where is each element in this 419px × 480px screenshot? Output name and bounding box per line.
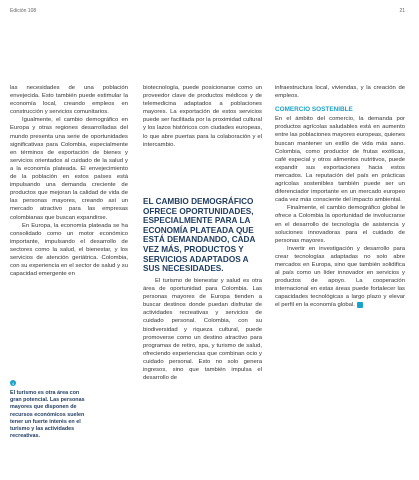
paragraph: Finalmente, el cambio demográfico global le ofrece a Colombia la oportunidad de involucrarse en el desarrollo de tecnología de asistencia y soluciones innovadoras para el cuidado de personas mayores. (275, 205, 405, 244)
column-3 (275, 84, 405, 310)
paragraph (275, 245, 405, 310)
photo-caption (10, 380, 90, 440)
paragraph: En el ámbito del comercio, la demanda por productos agrícolas saludables está en aumento entre las poblaciones mayores europeas, quienes buscan mantener un estilo de vida más sano. Colombia, como productor de frutas exóticas, café especial y otros alimentos nutritivos, puede expandir sus exportaciones hacia estos mercados. La reputación del país en prácticas agrícolas sostenibles también puede ser un diferenciador importante en un mercado europeo cada vez más consciente del impacto ambiental. (275, 116, 406, 204)
paragraph: El turismo de bienestar y salud es otra área de oportunidad para Colombia. Las personas mayores de Europa tienden a buscar destinos donde puedan disfrutar de actividades recreativas y servicios de cuidado personal. Colombia, con su biodiversidad y riqueza cultural, puede promoverse como un destino atractivo para programas de retiro, spa, y turismo de salud, ofreciendo experiencias que combinan ocio y cuidado personal. Esto no solo genera ingresos, sino que también impulsa el desarrollo de (143, 278, 262, 382)
paragraph: Igualmente, el cambio demográfico en Europa y otras regiones desarrolladas del mundo presenta una serie de oportunidades significativas para Colombia, especialmente en términos de exportación de bienes y servicios orientados al cuidado de la salud y a la economía plateada. El envejecimiento de la población en estos países está impulsando una demanda creciente de productos que mejoran la calidad de vida de las personas mayores, creando así un mercado atractivo para las empresas colombianas que buscan expandirse. (10, 117, 128, 221)
paragraph: biotecnología, puede posicionarse como un proveedor clave de productos médicos y de telemedicina adaptados a poblaciones mayores. La exportación de estos servicios puede ser facilitada por la proximidad cultural y los lazos históricos con ciudades europeas, lo que abre puertas para la colaboración y el intercambio. (143, 85, 262, 148)
column-2-lower (143, 277, 262, 382)
column-2 (143, 84, 262, 149)
caption-text: El turismo es otra área con gran potencial. Las personas mayores que disponen de recursos económicos suelen tener un fuerte interés en el turismo y las actividades recreativas. (10, 390, 85, 440)
edition-label: Edición 108 (10, 8, 37, 14)
paragraph: las necesidades de una población envejecida. Esto también puede estimular la economía local, creando empleos en construcción y servicios comunitarios. (10, 85, 128, 116)
paragraph-text: Invertir en investigación y desarrollo para crear tecnologías adaptadas no solo abre mercados en Europa, sino que también solidifica al país como un líder innovador en servicios y productos de apoyo. La cooperación internacional en estas áreas puede fortalecer las capacidades tecnológicas a largo plazo y elevar el perfil en la economía global. (275, 245, 405, 309)
caption-marker: 4 (11, 380, 15, 386)
paragraph: En Europa, la economía plateada se ha consolidado como un motor económico importante, impulsando el desarrollo de sectores como la salud, el bienestar, y los servicios de atención geriátrica. Colombia, con su experiencia en el sector de salud y su capacidad emergente en (10, 222, 128, 278)
page-number: 21 (399, 8, 405, 14)
end-of-article-icon (357, 302, 363, 308)
section-title: COMERCIO SOSTENIBLE (275, 106, 353, 114)
column-1 (10, 84, 128, 278)
pull-quote: EL CAMBIO DEMOGRÁFICO OFRECE OPORTUNIDADES, ESPECIALMENTE PARA LA ECONOMÍA PLATEADA QUE ESTÁ DEMANDANDO, CADA VEZ MÁS, PRODUCTOS Y SERVICIOS ADAPTADOS A SUS NECESIDADES. (143, 197, 256, 274)
paragraph: infraestructura local, viviendas, y la creación de empleos. (275, 85, 405, 100)
